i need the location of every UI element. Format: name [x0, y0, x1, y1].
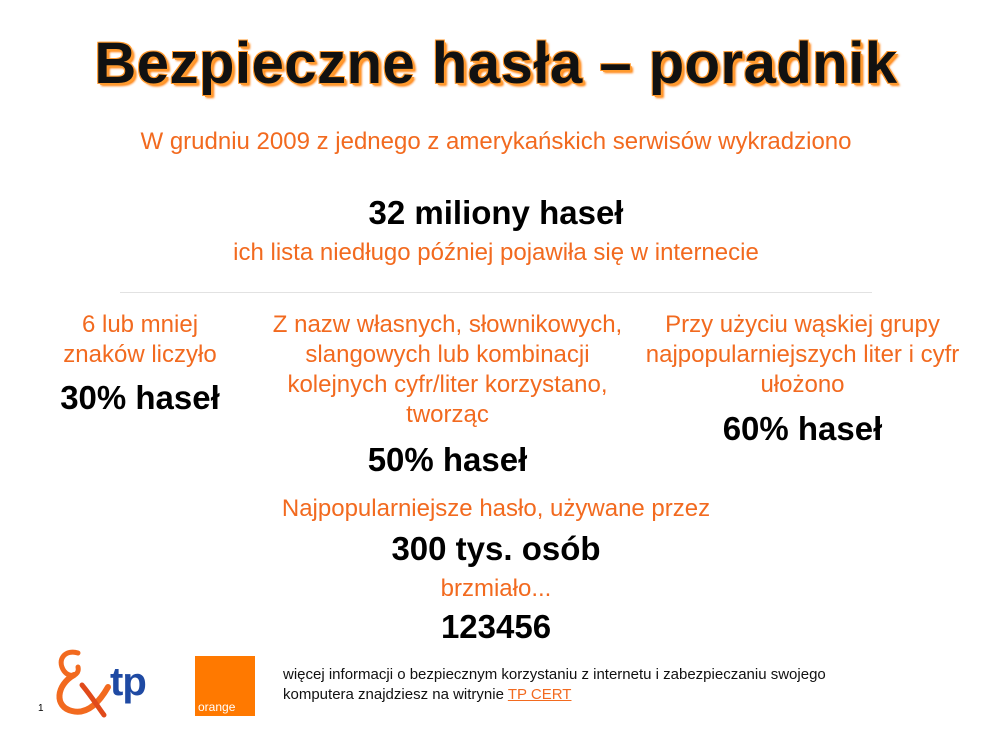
footer-text: więcej informacji o bezpiecznym korzystaniu z internetu i zabezpieczaniu swojego komputera znajdziesz na witrynie — [283, 666, 826, 703]
tp-logo-text: tp — [110, 660, 146, 704]
column-right-text: Przy użyciu wąskiej grupy najpopularniejszych liter i cyfr ułożono — [645, 311, 960, 398]
tp-cert-link[interactable]: TP CERT — [507, 686, 572, 703]
column-middle-stat: 50% haseł — [367, 441, 528, 478]
column-middle-text: Z nazw własnych, słownikowych, slangowych lub kombinacji kolejnych cyfr/liter korzystano, tworząc — [272, 311, 623, 428]
popular-password-value: 123456 — [440, 608, 552, 645]
column-left-stat: 30% haseł — [60, 379, 220, 416]
headline-stat: 32 miliony haseł — [368, 194, 624, 231]
column-left-text: 6 lub mniej znaków liczyło — [63, 311, 217, 368]
popular-password-intro: Najpopularniejsze hasło, używane przez — [281, 495, 711, 522]
intro-line-1: W grudniu 2009 z jednego z amerykańskich serwisów wykradziono — [140, 128, 852, 155]
slide-title: Bezpieczne hasła – poradnik — [94, 31, 898, 96]
popular-password-users: 300 tys. osób — [391, 530, 601, 567]
divider — [120, 292, 872, 293]
column-right-stat: 60% haseł — [722, 410, 883, 447]
footer-info — [283, 665, 883, 705]
popular-password-sounded: brzmiało... — [440, 575, 552, 602]
slide-number: 1 — [38, 703, 44, 714]
orange-logo-label: orange — [198, 700, 236, 714]
orange-logo-icon — [195, 656, 255, 716]
intro-line-2: ich lista niedługo później pojawiła się w internecie — [233, 239, 759, 266]
